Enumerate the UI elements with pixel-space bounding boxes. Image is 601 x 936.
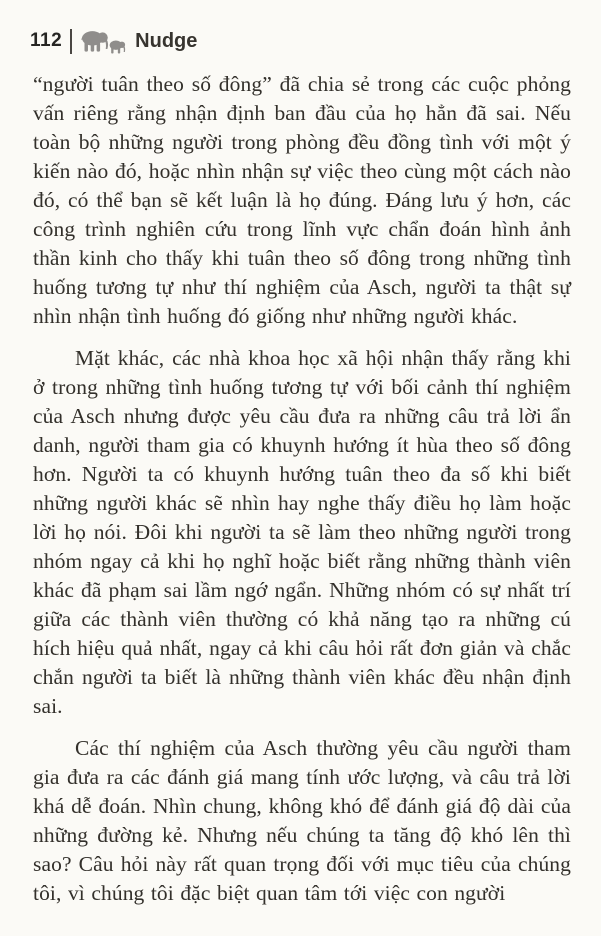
header-divider <box>70 29 72 54</box>
book-title: Nudge <box>135 29 198 52</box>
paragraph-3: Các thí nghiệm của Asch thường yêu cầu người tham gia đưa ra các đánh giá mang tính ước lượng, và câu trả lời khá dễ đoán. Nhìn chung, không khó để đánh giá độ dài của những đường kẻ. Nhưng nếu chúng ta tăng độ khó lên thì sao? Câu hỏi này rất quan trọng đối với mục tiêu của chúng tôi, vì chúng tôi đặc biệt quan tâm tới việc con người <box>33 736 571 905</box>
page-body <box>0 57 601 908</box>
elephants-icon <box>81 28 128 54</box>
paragraph-2: Mặt khác, các nhà khoa học xã hội nhận thấy rằng khi ở trong những tình huống tương tự với bối cảnh thí nghiệm của Asch nhưng được yêu cầu đưa ra những câu trả lời ẩn danh, người tham gia có khuynh hướng ít hùa theo số đông hơn. Người ta có khuynh hướng tuân theo đa số khi biết những người khác sẽ nhìn hay nghe thấy điều họ làm hoặc lời họ nói. Đôi khi người ta sẽ làm theo những người trong nhóm ngay cả khi họ nghĩ hoặc biết rằng những thành viên khác đã phạm sai lầm ngớ ngẩn. Những nhóm có sự nhất trí giữa các thành viên thường có khả năng tạo ra những cú hích hiệu quả nhất, ngay cả khi câu hỏi rất đơn giản và chắc chắn người ta biết là những thành viên khác đều nhận định sai. <box>33 346 571 718</box>
page-header <box>0 0 601 57</box>
page-number: 112 <box>30 30 63 51</box>
paragraph-1: “người tuân theo số đông” đã chia sẻ trong các cuộc phỏng vấn riêng rằng nhận định ban đầu của họ hẳn đã sai. Nếu toàn bộ những người trong phòng đều đồng tình với một ý kiến nào đó, hoặc nhìn nhận sự việc theo cùng một cách nào đó, có thể bạn sẽ kết luận là họ đúng. Đáng lưu ý hơn, các công trình nghiên cứu trong lĩnh vực chẩn đoán hình ảnh thần kinh cho thấy khi tuân theo số đông trong những tình huống tương tự như thí nghiệm của Asch, người ta thật sự nhìn nhận tình huống đó giống như những người khác. <box>33 72 571 328</box>
